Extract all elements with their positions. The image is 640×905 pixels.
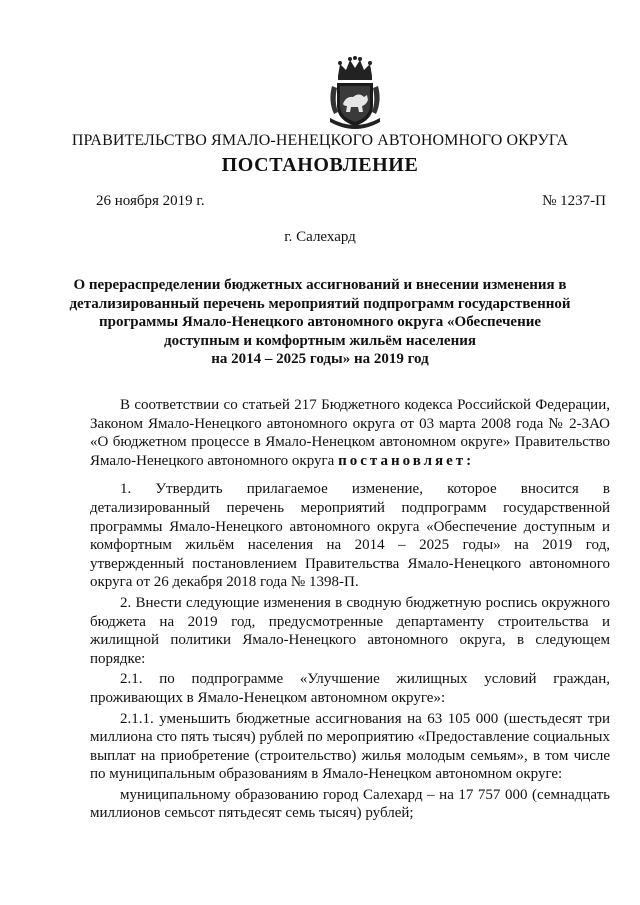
yamal-coat-of-arms-icon [326, 56, 384, 130]
paragraph-2-1-1: 2.1.1. уменьшить бюджетные ассигнования на 63 105 000 (шестьдесят три миллиона сто пять тысяч) рублей по мероприятию «Предоставление социальных выплат на приобретение (строительство) жилья молодым семьям», в том числе по муниципальным образованиям в Ямало-Ненецком автономном округе: [90, 710, 610, 783]
title-line: детализированный перечень мероприятий подпрограмм государственной [69, 295, 571, 312]
title-line: на 2014 – 2025 годы» на 2019 год [211, 351, 429, 367]
document-city: г. Салехард [284, 229, 356, 245]
title-line: программы Ямало-Ненецкого автономного округа «Обеспечение [98, 314, 542, 330]
document-type: ПОСТАНОВЛЕНИЕ [221, 154, 419, 176]
preamble-text: В соответствии со статьей 217 Бюджетного кодекса Российской Федерации, Законом Ямало-Ненецкого автономного округа от 03 марта 2008 года № 2-ЗАО «О бюджетном процессе в Ямало-Ненецком автономном округе» Правительство Ямало-Ненецкого автономного округа [90, 397, 610, 469]
document-title [60, 276, 580, 369]
decree-word: постановляет: [338, 452, 475, 469]
paragraph-salekhard: муниципальному образованию город Салехард – на 17 757 000 (семнадцать миллионов семьсот пятьдесят семь тысяч) рублей; [90, 786, 610, 822]
document-number: № 1237-П [542, 193, 606, 209]
paragraph-1: 1. Утвердить прилагаемое изменение, которое вносится в детализированный перечень мероприятий подпрограмм государственной программы Ямало-Ненецкого автономного округа «Обеспечение доступным и комфортным жильём населения на 2014 – 2025 годы» на 2019 год, утвержденный постановлением Правительства Ямало-Ненецкого автономного округа от 26 декабря 2018 года № 1398-П. [90, 481, 610, 591]
title-line: О перераспределении бюджетных ассигнований и внесении изменения в [73, 277, 567, 293]
preamble-paragraph [90, 396, 610, 470]
title-line: доступным и комфортным жильём населения [164, 332, 476, 349]
paragraph-2: 2. Внести следующие изменения в сводную бюджетную роспись окружного бюджета на 2019 год, предусмотренные департаменту строительства и жилищной политики Ямало-Ненецкого автономного округа, в следующем порядке: [90, 594, 610, 667]
document-body [90, 396, 610, 825]
document-date: 26 ноября 2019 г. [96, 193, 205, 209]
paragraph-2-1: 2.1. по подпрограмме «Улучшение жилищных условий граждан, проживающих в Ямало-Ненецком автономном округе»: [90, 671, 610, 706]
government-name: ПРАВИТЕЛЬСТВО ЯМАЛО-НЕНЕЦКОГО АВТОНОМНОГО ОКРУГА [71, 132, 569, 149]
